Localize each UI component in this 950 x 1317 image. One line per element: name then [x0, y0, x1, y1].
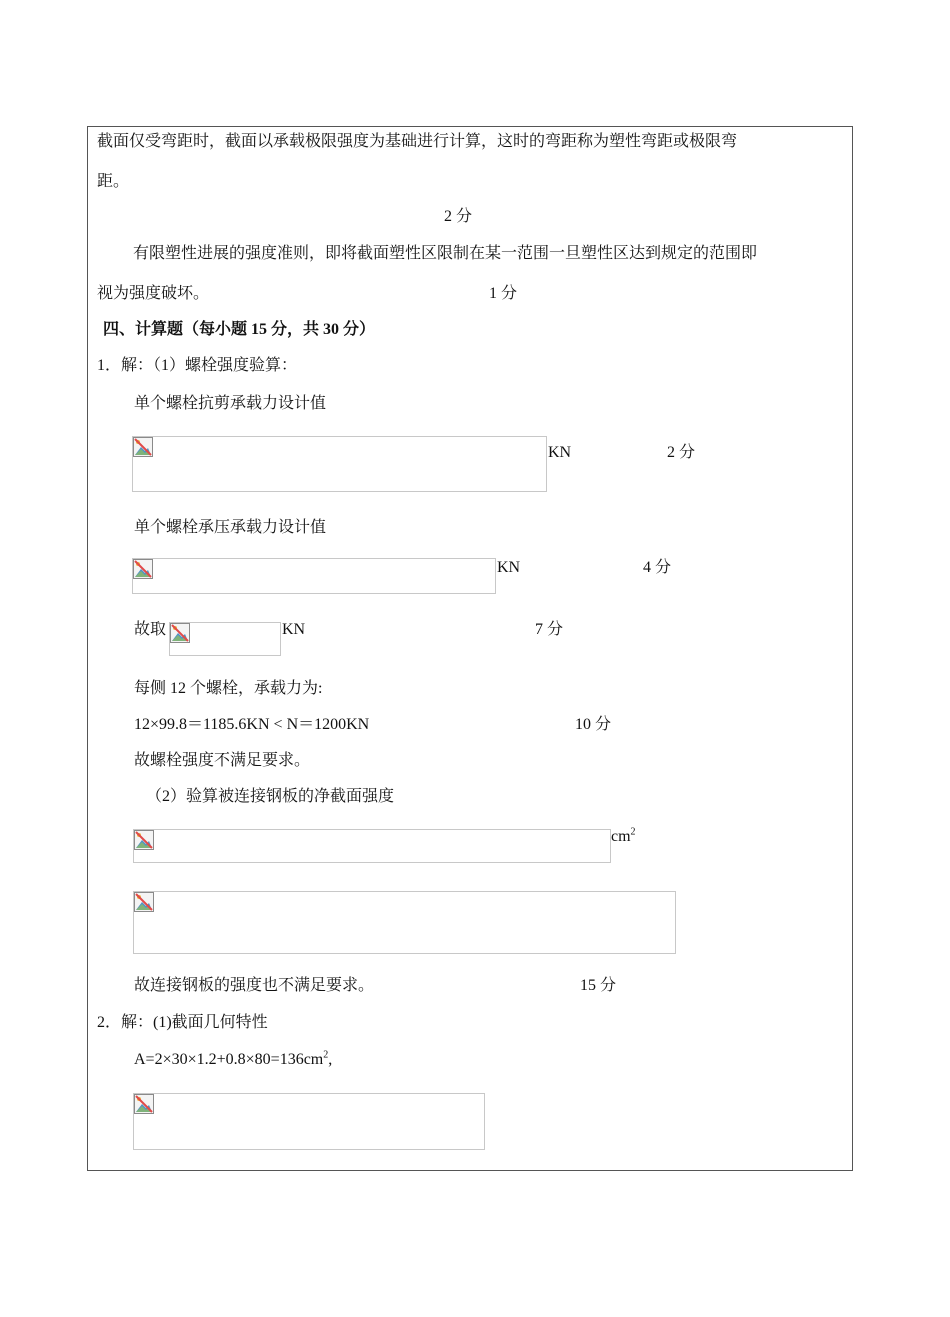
bolt-calc-score: 10 分 — [575, 716, 612, 733]
plate-conclusion: 故连接钢板的强度也不满足要求。 — [134, 977, 375, 994]
broken-image-icon — [134, 1094, 154, 1114]
part2-heading: （2）验算被连接钢板的净截面强度 — [146, 788, 395, 805]
broken-image-icon — [170, 623, 190, 643]
p2-line1: 有限塑性进展的强度准则，即将截面塑性区限制在某一范围一旦塑性区达到规定的范围即 — [133, 245, 758, 262]
net-area-unit: $cm^2$ — [611, 826, 636, 845]
bearing-label: 单个螺栓承压承载力设计值 — [134, 519, 327, 536]
p2-score: 1 分 — [489, 285, 518, 302]
broken-image-icon — [134, 830, 154, 850]
p1-line1: 截面仅受弯距时，截面以承载极限强度为基础进行计算，这时的弯距称为塑性弯距或极限弯 — [97, 133, 738, 150]
bearing-score: 4 分 — [643, 559, 672, 576]
net-stress-formula-image — [133, 891, 676, 954]
net-area-formula-image — [133, 829, 611, 863]
p2-line2: 视为强度破坏。 — [97, 285, 210, 302]
shear-formula-image — [132, 436, 547, 492]
take-unit: KN — [282, 621, 306, 638]
each-side-text: 每侧 12 个螺栓，承载力为: — [134, 680, 323, 697]
take-value-image — [169, 622, 281, 656]
p1-score: 2 分 — [444, 208, 473, 225]
inertia-formula-image — [133, 1093, 485, 1150]
take-score: 7 分 — [535, 621, 564, 638]
q2-heading: 2．解：(1)截面几何特性 — [97, 1014, 268, 1031]
q2-area-formula: $A=2\times 30\times 1.2+0.8\times 80=136cm^2$, — [134, 1049, 333, 1068]
bolt-conclusion: 故螺栓强度不满足要求。 — [134, 752, 311, 769]
broken-image-icon — [134, 892, 154, 912]
final-score: 15 分 — [580, 977, 617, 994]
p1-line2: 距。 — [97, 173, 130, 190]
section-title: 四、计算题（每小题 15 分，共 30 分） — [103, 321, 376, 338]
q1-heading: 1．解：（1）螺栓强度验算： — [97, 357, 298, 374]
take-label: 故取 — [134, 621, 167, 638]
broken-image-icon — [133, 559, 153, 579]
shear-score: 2 分 — [667, 444, 696, 461]
bearing-unit: KN — [497, 559, 521, 576]
shear-label: 单个螺栓抗剪承载力设计值 — [134, 395, 327, 412]
bolt-calc: 12×99.8＝1185.6KN < N＝1200KN — [134, 716, 370, 733]
bearing-formula-image — [132, 558, 496, 594]
shear-unit: KN — [548, 444, 572, 461]
broken-image-icon — [133, 437, 153, 457]
